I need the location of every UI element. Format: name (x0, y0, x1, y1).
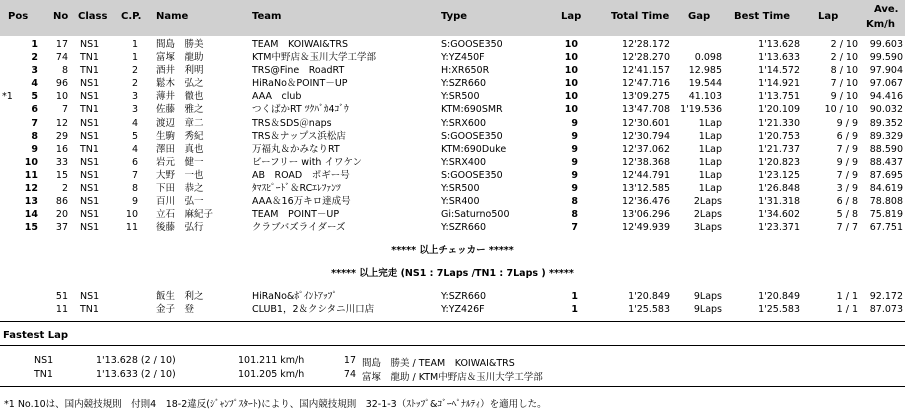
cell-best: 1'14.921 (758, 78, 800, 90)
cell-ave: 87.073 (869, 304, 903, 316)
table-row (0, 77, 905, 90)
cell-cp: 8 (131, 183, 138, 195)
table-row (0, 290, 905, 303)
cell-lap: 9 (571, 143, 578, 155)
cell-gap: 1Lap (698, 130, 722, 142)
cell-no: 29 (55, 130, 68, 142)
cell-lap: 10 (564, 39, 578, 50)
cell-name: 間島 勝美 (156, 39, 204, 50)
cell-cls: NS1 (80, 291, 100, 302)
cell-total: 12'49.939 (622, 222, 670, 234)
table-row (0, 51, 905, 64)
cell-bestlap: 9 / 10 (830, 91, 858, 103)
cell-cp: 1 (131, 52, 138, 64)
cell-bestlap: 7 / 9 (836, 143, 858, 155)
cell-lap: 10 (564, 91, 578, 103)
cell-gap: 12.985 (688, 65, 722, 77)
cell-cls: TN1 (80, 104, 99, 116)
cell-bestlap: 9 / 9 (836, 117, 858, 129)
table-row (0, 208, 905, 221)
cell-type: Y:SZR660 (441, 78, 487, 90)
cell-ave: 97.904 (869, 65, 903, 77)
cell-cp: 3 (131, 91, 138, 103)
table-row (0, 156, 905, 169)
cell-type: KTM:690SMR (441, 104, 503, 116)
cell-lap: 7 (571, 222, 578, 234)
cell-team: CLUB1，2＆クシタニ川口店 (252, 304, 375, 316)
cell-no: 10 (55, 91, 68, 103)
table-row (0, 103, 905, 116)
cell-no: 74 (55, 52, 68, 64)
table-header (0, 0, 905, 36)
cell-bestlap: 1 / 1 (836, 291, 858, 302)
cell-type: H:XR650R (441, 65, 490, 77)
cell-name: 立石 麻紀子 (156, 209, 214, 221)
cell-gap: 9Laps (693, 304, 722, 316)
cell-ave: 78.808 (869, 196, 903, 208)
finish-message: ***** 以上完走 (NS1 : 7Laps /TN1 : 7Laps ) ***** (331, 268, 574, 279)
cell-cls: TN1 (80, 304, 99, 316)
table-row (0, 182, 905, 195)
fastest-cls: TN1 (34, 369, 53, 380)
table-row (0, 169, 905, 182)
penalty-note: *1 No.10は、国内競技規則 付則4 18-2違反(ｼﾞｬﾝﾌﾟｽﾀｰﾄ)により、国内競技規則 32-1-3（ｽﾄｯﾌﾟ&ｺﾞｰﾍﾟﾅﾙﾃｨ）を適用した。 (4, 399, 547, 410)
cell-total: 12'30.794 (622, 130, 670, 142)
header-best-time: Best Time (734, 11, 791, 22)
cell-cp: 7 (131, 169, 138, 181)
cell-lap: 9 (571, 117, 578, 129)
cell-lap: 8 (571, 196, 578, 208)
cell-lap: 9 (571, 183, 578, 195)
cell-gap: 3Laps (693, 222, 722, 234)
cell-total: 12'38.368 (622, 156, 670, 168)
cell-best: 1'21.737 (758, 143, 800, 155)
fastest-driver: 間島 勝美 / TEAM KOIWAI&TRS (362, 358, 515, 369)
cell-team: AAA＆16万キロ達成号 (252, 196, 351, 208)
cell-total: 1'25.583 (628, 304, 670, 316)
cell-type: Y:SZR660 (441, 291, 487, 302)
cell-best: 1'13.751 (758, 91, 800, 103)
cell-pos: 4 (31, 78, 38, 90)
cell-ave: 75.819 (869, 209, 903, 221)
table-row (0, 143, 905, 156)
cell-best: 1'23.125 (758, 169, 800, 181)
cell-cls: NS1 (80, 222, 100, 234)
cell-pos: 13 (24, 196, 38, 208)
cell-name: 渡辺 章二 (156, 117, 204, 129)
dnf-table (0, 290, 905, 316)
cell-best: 1'21.330 (758, 117, 800, 129)
cell-type: Y:SR500 (441, 91, 480, 103)
cell-bestlap: 9 / 9 (836, 156, 858, 168)
divider (0, 345, 905, 346)
cell-bestlap: 7 / 10 (830, 78, 858, 90)
cell-type: Y:SZR660 (441, 222, 487, 234)
header-best-lap: Lap (818, 11, 839, 22)
cell-cp: 4 (131, 117, 138, 129)
cell-pos: 10 (24, 156, 38, 168)
cell-type: Y:SR400 (441, 196, 480, 208)
cell-cp: 2 (131, 78, 138, 90)
header-lap: Lap (561, 11, 582, 22)
cell-name: 大野 一也 (156, 169, 204, 181)
cell-total: 12'47.716 (622, 78, 670, 90)
cell-gap: 1Lap (698, 117, 722, 129)
cell-cls: NS1 (80, 78, 100, 90)
cell-cp: 1 (131, 39, 138, 50)
cell-team: HiRaNo&ﾎﾟｲﾝﾄｱｯﾌﾟ (252, 291, 338, 302)
cell-cp: 5 (131, 130, 138, 142)
cell-bestlap: 7 / 7 (836, 222, 858, 234)
cell-mark: *1 (2, 91, 13, 103)
cell-team: TRS@Fine RoadRT (252, 65, 345, 77)
table-row (0, 221, 905, 234)
cell-best: 1'13.628 (758, 39, 800, 50)
cell-no: 37 (55, 222, 68, 234)
cell-ave: 97.067 (869, 78, 903, 90)
cell-total: 1'20.849 (628, 291, 670, 302)
cell-ave: 94.416 (869, 91, 903, 103)
cell-best: 1'20.849 (758, 291, 800, 302)
table-row (0, 195, 905, 208)
cell-no: 15 (55, 169, 68, 181)
fastest-lap-title: Fastest Lap (3, 330, 68, 341)
cell-bestlap: 6 / 8 (836, 196, 858, 208)
cell-ave: 88.437 (869, 156, 903, 168)
cell-name: 鬆木 弘之 (156, 78, 204, 90)
fastest-time: 1'13.628 (2 / 10) (96, 355, 176, 366)
cell-gap: 2Laps (693, 196, 722, 208)
cell-cls: NS1 (80, 156, 100, 168)
cell-cp: 3 (131, 104, 138, 116)
cell-bestlap: 2 / 10 (830, 39, 858, 50)
cell-cls: NS1 (80, 39, 100, 50)
header-total-time: Total Time (611, 11, 670, 22)
cell-type: Gi:Saturno500 (441, 209, 510, 221)
cell-total: 12'36.476 (622, 196, 670, 208)
cell-pos: 6 (31, 104, 38, 116)
cell-cp: 11 (125, 222, 138, 234)
cell-total: 13'47.708 (622, 104, 670, 116)
cell-no: 96 (55, 78, 68, 90)
cell-best: 1'26.848 (758, 183, 800, 195)
cell-gap: 19.544 (688, 78, 722, 90)
cell-cp: 4 (131, 143, 138, 155)
cell-total: 12'28.270 (622, 52, 670, 64)
cell-bestlap: 5 / 8 (836, 209, 858, 221)
cell-pos: 14 (24, 209, 38, 221)
cell-gap: 1Lap (698, 143, 722, 155)
table-row (0, 303, 905, 316)
cell-team: TRS＆ナップス浜松店 (252, 130, 346, 142)
cell-gap: 1Lap (698, 169, 722, 181)
results-table (0, 38, 905, 234)
cell-cls: NS1 (80, 91, 100, 103)
cell-best: 1'20.109 (758, 104, 800, 116)
table-row (0, 130, 905, 143)
cell-name: 生駒 秀紀 (156, 130, 204, 142)
cell-ave: 90.032 (869, 104, 903, 116)
header-kmh: Km/h (866, 19, 895, 30)
cell-pos: 15 (24, 222, 38, 234)
header-class: Class (78, 11, 108, 22)
cell-cp: 2 (131, 65, 138, 77)
cell-bestlap: 10 / 10 (824, 104, 858, 116)
header-name: Name (156, 11, 189, 22)
cell-type: S:GOOSE350 (441, 39, 503, 50)
cell-lap: 10 (564, 52, 578, 64)
checker-message: ***** 以上チェッカー ***** (391, 245, 514, 256)
cell-type: Y:SRX400 (441, 156, 487, 168)
cell-cp: 9 (131, 196, 138, 208)
cell-name: 下田 恭之 (156, 183, 204, 195)
header-cp: C.P. (121, 11, 142, 22)
cell-team: ﾀﾏｽﾋﾟｰﾄﾞ＆RCｴﾚﾌｧﾝﾂ (252, 183, 341, 195)
cell-team: AB ROAD ポギー号 (252, 169, 350, 181)
cell-lap: 8 (571, 209, 578, 221)
cell-type: Y:SRX600 (441, 117, 487, 129)
cell-gap: 1'19.536 (680, 104, 722, 116)
cell-gap: 41.103 (688, 91, 722, 103)
cell-lap: 9 (571, 130, 578, 142)
cell-cls: TN1 (80, 65, 99, 77)
cell-name: 百川 弘一 (156, 196, 204, 208)
cell-total: 12'30.601 (622, 117, 670, 129)
cell-no: 33 (55, 156, 68, 168)
cell-ave: 87.695 (869, 169, 903, 181)
header-gap: Gap (688, 11, 711, 22)
cell-pos: 2 (31, 52, 38, 64)
cell-team: AAA club (252, 91, 302, 103)
cell-bestlap: 2 / 10 (830, 52, 858, 64)
cell-team: TRS＆SDS＠naps (252, 117, 332, 129)
fastest-driver: 富塚 龍助 / KTM中野店＆玉川大学工学部 (362, 372, 543, 383)
cell-gap: 1Lap (698, 156, 722, 168)
cell-ave: 99.603 (869, 39, 903, 50)
cell-team: TEAM POINT－UP (252, 209, 340, 221)
cell-name: 富塚 龍助 (156, 52, 204, 64)
cell-team: TEAM KOIWAI&TRS (252, 39, 349, 50)
cell-total: 12'28.172 (622, 39, 670, 50)
fastest-no: 74 (343, 369, 356, 380)
cell-no: 17 (55, 39, 68, 50)
cell-no: 16 (55, 143, 68, 155)
cell-no: 7 (61, 104, 68, 116)
cell-pos: 7 (31, 117, 38, 129)
fastest-no: 17 (343, 355, 356, 366)
cell-best: 1'31.318 (758, 196, 800, 208)
header-type: Type (441, 11, 468, 22)
cell-best: 1'20.823 (758, 156, 800, 168)
header-team: Team (252, 11, 282, 22)
cell-pos: 9 (31, 143, 38, 155)
header-pos: Pos (8, 11, 29, 22)
cell-gap: 2Laps (693, 209, 722, 221)
cell-pos: 5 (31, 91, 38, 103)
cell-cp: 6 (131, 156, 138, 168)
cell-gap: 9Laps (693, 291, 722, 302)
cell-ave: 92.172 (869, 291, 903, 302)
cell-lap: 10 (564, 104, 578, 116)
cell-cls: TN1 (80, 143, 99, 155)
cell-type: KTM:690Duke (441, 143, 507, 155)
cell-best: 1'13.633 (758, 52, 800, 64)
cell-type: Y:SR500 (441, 183, 480, 195)
cell-cls: NS1 (80, 130, 100, 142)
cell-team: ビーフリー with イワケン (252, 156, 362, 168)
cell-name: 澤田 真也 (156, 143, 204, 155)
cell-total: 13'06.296 (622, 209, 670, 221)
cell-no: 11 (55, 304, 68, 316)
cell-name: 酒井 利明 (156, 65, 204, 77)
fastest-speed: 101.211 km/h (238, 355, 305, 366)
cell-ave: 67.751 (869, 222, 903, 234)
cell-gap: 1Lap (698, 183, 722, 195)
divider (0, 321, 905, 322)
cell-team: KTM中野店＆玉川大学工学部 (252, 52, 376, 64)
cell-name: 金子 登 (156, 304, 195, 316)
cell-best: 1'14.572 (758, 65, 800, 77)
cell-bestlap: 8 / 10 (830, 65, 858, 77)
cell-ave: 84.619 (869, 183, 903, 195)
cell-pos: 12 (24, 183, 38, 195)
cell-bestlap: 7 / 9 (836, 169, 858, 181)
cell-lap: 10 (564, 78, 578, 90)
cell-bestlap: 1 / 1 (836, 304, 858, 316)
fastest-time: 1'13.633 (2 / 10) (96, 369, 176, 380)
cell-team: 万福丸＆かみなりRT (252, 143, 340, 155)
cell-type: S:GOOSE350 (441, 130, 503, 142)
header-no: No (53, 11, 69, 22)
cell-type: S:GOOSE350 (441, 169, 503, 181)
cell-best: 1'23.371 (758, 222, 800, 234)
table-row (0, 64, 905, 77)
cell-team: つくばかRT ﾂｸﾊﾞｶ4ｺﾞｳ (252, 104, 349, 116)
cell-cls: NS1 (80, 117, 100, 129)
cell-pos: 3 (31, 65, 38, 77)
cell-cls: TN1 (80, 52, 99, 64)
cell-ave: 88.590 (869, 143, 903, 155)
cell-name: 後藤 弘行 (156, 222, 204, 234)
cell-ave: 89.329 (869, 130, 903, 142)
cell-cls: NS1 (80, 169, 100, 181)
cell-no: 12 (55, 117, 68, 129)
cell-gap: 0.098 (694, 52, 722, 64)
fastest-cls: NS1 (34, 355, 54, 366)
fastest-speed: 101.205 km/h (238, 369, 305, 380)
cell-lap: 9 (571, 169, 578, 181)
cell-cls: NS1 (80, 183, 100, 195)
cell-type: Y:YZ450F (441, 52, 485, 64)
cell-lap: 1 (571, 304, 578, 316)
table-row (0, 117, 905, 130)
cell-pos: 8 (31, 130, 38, 142)
cell-bestlap: 6 / 9 (836, 130, 858, 142)
cell-cls: NS1 (80, 196, 100, 208)
cell-no: 86 (55, 196, 68, 208)
cell-no: 8 (61, 65, 68, 77)
cell-type: Y:YZ426F (441, 304, 485, 316)
cell-no: 51 (55, 291, 68, 302)
cell-team: HiRaNo＆POINT－UP (252, 78, 348, 90)
cell-pos: 1 (31, 39, 38, 50)
cell-ave: 89.352 (869, 117, 903, 129)
cell-best: 1'20.753 (758, 130, 800, 142)
cell-total: 13'09.275 (622, 91, 670, 103)
cell-team: クラブバズライダーズ (252, 222, 346, 234)
cell-lap: 9 (571, 156, 578, 168)
cell-total: 13'12.585 (622, 183, 670, 195)
cell-cp: 10 (125, 209, 138, 221)
cell-name: 薄井 徹也 (156, 91, 204, 103)
cell-ave: 99.590 (869, 52, 903, 64)
cell-name: 飯生 利之 (156, 291, 204, 302)
cell-best: 1'25.583 (758, 304, 800, 316)
cell-lap: 1 (571, 291, 578, 302)
divider (0, 386, 905, 387)
cell-no: 20 (55, 209, 68, 221)
table-row (0, 90, 905, 103)
cell-cls: NS1 (80, 209, 100, 221)
cell-pos: 11 (24, 169, 38, 181)
cell-best: 1'34.602 (758, 209, 800, 221)
cell-name: 岩元 健一 (156, 156, 204, 168)
cell-total: 12'44.791 (622, 169, 670, 181)
table-row (0, 38, 905, 51)
cell-no: 2 (61, 183, 68, 195)
cell-name: 佐藤 雅之 (156, 104, 204, 116)
header-ave: Ave. (874, 4, 899, 15)
cell-bestlap: 3 / 9 (836, 183, 858, 195)
cell-total: 12'37.062 (622, 143, 670, 155)
cell-lap: 10 (564, 65, 578, 77)
cell-total: 12'41.157 (622, 65, 670, 77)
